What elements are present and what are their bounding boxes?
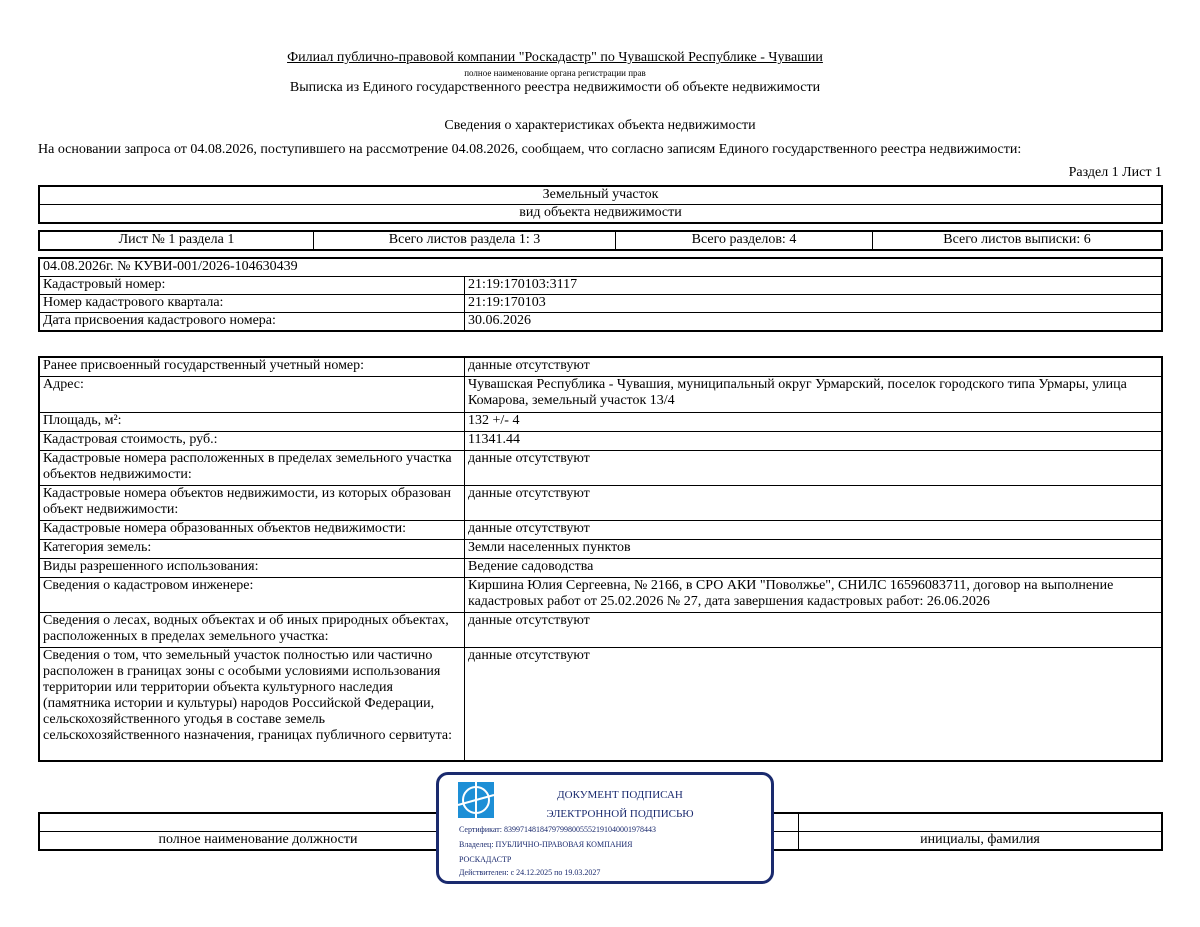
section-reference: Раздел 1 Лист 1 [1068, 165, 1162, 180]
area-value: 132 +/- 4 [465, 412, 1163, 431]
field-value: данные отсутствуют [465, 450, 1163, 485]
field-value: данные отсутствуют [465, 485, 1163, 520]
engineer-value: Киршина Юлия Сергеевна, № 2166, в СРО АКИ "Поволжье", СНИЛС 16596083711, договор на выполнение кадастровых работ от 25.02.2026 № 27, дата завершения кадастровых работ: 26.06.2026 [465, 577, 1163, 612]
section-count: Всего разделов: 4 [616, 231, 873, 250]
stamp-certificate: Сертификат: 8399714818479799800555219104000197844З [459, 825, 656, 834]
org-name-caption: полное наименование органа регистрации прав [464, 68, 646, 78]
stamp-title-line1: ДОКУМЕНТ ПОДПИСАН [557, 789, 683, 801]
stamp-owner: Владелец: ПУБЛИЧНО-ПРАВОВАЯ КОМПАНИЯ [459, 840, 633, 849]
field-value: данные отсутствуют [465, 520, 1163, 539]
permitted-use-value: Ведение садоводства [465, 558, 1163, 577]
table-row [39, 277, 1162, 295]
field-label: Адрес: [39, 376, 465, 412]
field-label: Сведения о лесах, водных объектах и об иных природных объектах, расположенных в пределах земельного участка: [39, 612, 465, 647]
stamp-validity: Действителен: с 24.12.2025 по 19.03.2027 [459, 868, 601, 877]
section-sheet-count: Всего листов раздела 1: 3 [314, 231, 616, 250]
table-row [39, 357, 1162, 376]
object-type-caption: вид объекта недвижимости [39, 205, 1162, 224]
electronic-signature-stamp [436, 772, 774, 884]
table-row [39, 520, 1162, 539]
signature-position-cell [39, 813, 477, 832]
field-label: Ранее присвоенный государственный учетный номер: [39, 357, 465, 376]
field-value: данные отсутствуют [465, 357, 1163, 376]
object-type-table [38, 185, 1163, 224]
assignment-date: 30.06.2026 [465, 313, 1163, 332]
table-row [39, 558, 1162, 577]
field-label: Кадастровая стоимость, руб.: [39, 431, 465, 450]
sheet-number: Лист № 1 раздела 1 [39, 231, 314, 250]
table-row [39, 295, 1162, 313]
table-row [39, 485, 1162, 520]
position-caption: полное наименование должности [39, 832, 477, 851]
table-row [39, 647, 1162, 761]
address-value: Чувашская Республика - Чувашия, муниципальный округ Урмарский, поселок городского типа Урмары, улица Комарова, земельный участок 13/4 [465, 376, 1163, 412]
stamp-owner-name: РОСКАДАСТР [459, 855, 512, 864]
basis-paragraph: На основании запроса от 04.08.2026, поступившего на рассмотрение 04.08.2026, сообщаем, что согласно записям Единого государственного реестра недвижимости: [38, 142, 1022, 157]
table-row [39, 412, 1162, 431]
field-label: Сведения о том, что земельный участок полностью или частично расположен в границах зоны с особыми условиями использования территории или территории объекта культурного наследия (памятника истории и культуры) народов Российской Федерации, сельскохозяйственного угодья в составе земель сельскохозяйственного назначения, границах публичного сервитута: [39, 647, 465, 761]
field-label: Кадастровый номер: [39, 277, 465, 295]
object-type-value: Земельный участок [39, 186, 1162, 205]
table-row [39, 376, 1162, 412]
extract-sheet-count: Всего листов выписки: 6 [873, 231, 1163, 250]
table-row [39, 577, 1162, 612]
name-caption: инициалы, фамилия [799, 832, 1163, 851]
table-row [39, 431, 1162, 450]
field-value: данные отсутствуют [465, 647, 1163, 761]
field-value: данные отсутствуют [465, 612, 1163, 647]
field-label: Категория земель: [39, 539, 465, 558]
field-label: Кадастровые номера образованных объектов недвижимости: [39, 520, 465, 539]
field-label: Сведения о кадастровом инженере: [39, 577, 465, 612]
land-category-value: Земли населенных пунктов [465, 539, 1163, 558]
org-name: Филиал публично-правовой компании "Роскадастр" по Чувашской Республике - Чувашии [287, 50, 823, 65]
field-label: Кадастровые номера объектов недвижимости, из которых образован объект недвижимости: [39, 485, 465, 520]
table-row [39, 313, 1162, 332]
characteristics-table [38, 356, 1163, 762]
field-label: Виды разрешенного использования: [39, 558, 465, 577]
cadastral-value: 11341.44 [465, 431, 1163, 450]
cadastral-quarter: 21:19:170103 [465, 295, 1163, 313]
field-label: Площадь, м²: [39, 412, 465, 431]
sheets-table [38, 230, 1163, 251]
table-row [39, 539, 1162, 558]
section-heading: Сведения о характеристиках объекта недвижимости [444, 118, 756, 133]
field-label: Кадастровые номера расположенных в пределах земельного участка объектов недвижимости: [39, 450, 465, 485]
document-title: Выписка из Единого государственного реестра недвижимости об объекте недвижимости [289, 80, 821, 95]
table-row [39, 612, 1162, 647]
field-label: Номер кадастрового квартала: [39, 295, 465, 313]
field-label: Дата присвоения кадастрового номера: [39, 313, 465, 332]
cadastral-number: 21:19:170103:3117 [465, 277, 1163, 295]
stamp-title-line2: ЭЛЕКТРОННОЙ ПОДПИСЬЮ [546, 808, 694, 820]
signature-name-cell [799, 813, 1163, 832]
request-number: 04.08.2026г. № КУВИ-001/2026-104630439 [39, 258, 1162, 277]
table-row [39, 450, 1162, 485]
identification-table [38, 257, 1163, 332]
